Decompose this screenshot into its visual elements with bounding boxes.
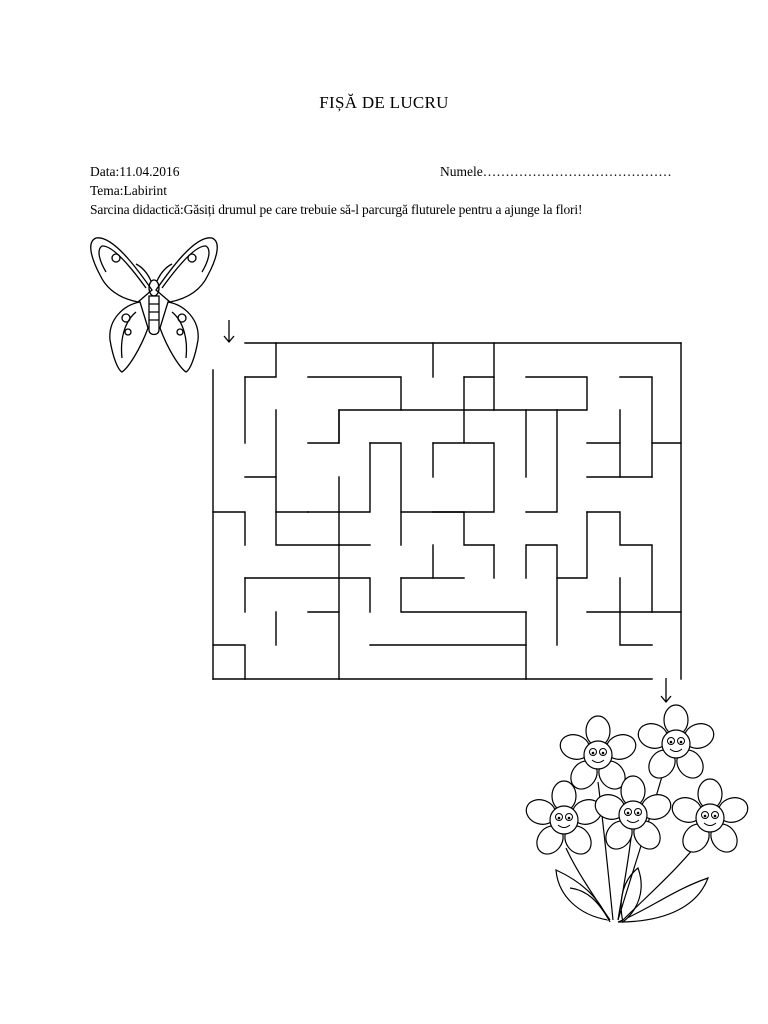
name-field: Numele…………………………………… <box>440 164 672 179</box>
labyrinth <box>205 335 695 685</box>
task-line: Sarcina didactică:Găsiți drumul pe care trebuie să-l parcurgă fluturele pentru a ajunge la flori! <box>90 202 583 217</box>
theme-line: Tema:Labirint <box>90 183 168 198</box>
page-title: FIȘĂ DE LUCRU <box>319 93 449 112</box>
date-line: Data:11.04.2016 <box>90 164 180 179</box>
smiling-flowers-bouquet <box>498 700 764 940</box>
butterfly-drawing <box>88 230 220 375</box>
